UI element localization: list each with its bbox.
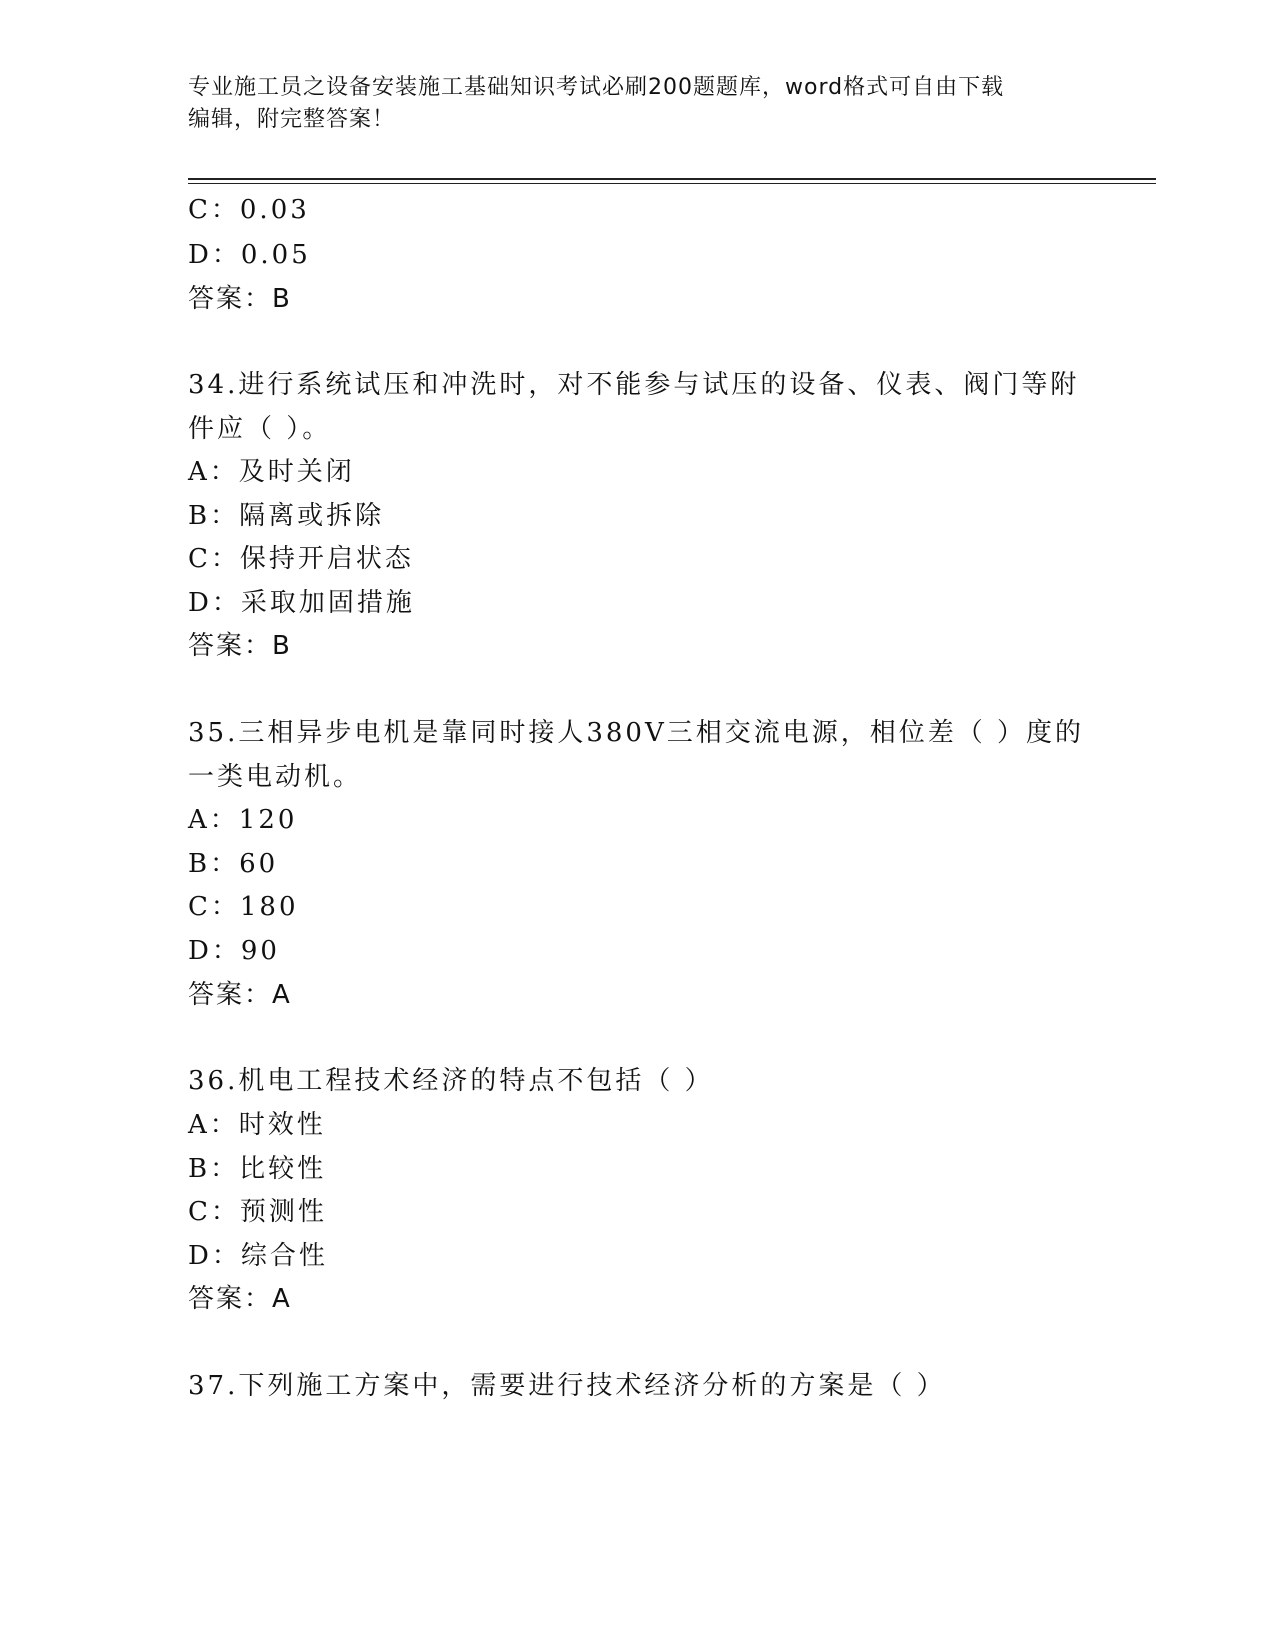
option-c: C：0.03 (188, 195, 310, 225)
question-34-option-a: A：及时关闭 (188, 457, 355, 487)
question-36-option-c: C：预测性 (188, 1197, 327, 1227)
question-36-answer: 答案：A (188, 1284, 292, 1314)
header-divider-thin (188, 183, 1156, 184)
option-d: D：0.05 (188, 240, 311, 270)
question-34-option-d: D：采取加固措施 (188, 588, 415, 618)
header-line-2: 编辑，附完整答案！ (188, 107, 396, 132)
header-divider (188, 178, 1156, 180)
question-35-line-1: 35.三相异步电机是靠同时接人380V三相交流电源，相位差（ ）度的 (188, 718, 1085, 748)
question-36-option-d: D：综合性 (188, 1241, 328, 1271)
question-34-option-b: B：隔离或拆除 (188, 501, 385, 531)
header-line-1: 专业施工员之设备安装施工基础知识考试必刷200题题库，word格式可自由下载 (188, 75, 1005, 100)
question-36-option-a: A：时效性 (188, 1110, 326, 1140)
question-35-line-2: 一类电动机。 (188, 762, 363, 792)
question-35-answer: 答案：A (188, 980, 292, 1010)
question-35-option-b: B：60 (188, 849, 279, 879)
question-37-line-1: 37.下列施工方案中，需要进行技术经济分析的方案是（ ） (188, 1371, 946, 1401)
question-36-option-b: B：比较性 (188, 1154, 327, 1184)
question-35-option-c: C：180 (188, 892, 299, 922)
question-34-option-c: C：保持开启状态 (188, 544, 414, 574)
question-35-option-d: D：90 (188, 936, 280, 966)
question-34-line-2: 件应（ ）。 (188, 414, 332, 444)
question-36-line-1: 36.机电工程技术经济的特点不包括（ ） (188, 1066, 714, 1096)
question-34-line-1: 34.进行系统试压和冲洗时，对不能参与试压的设备、仪表、阀门等附 (188, 370, 1080, 400)
document-header (188, 72, 1088, 136)
answer-label: 答案：B (188, 284, 292, 314)
question-35-option-a: A：120 (188, 805, 298, 835)
question-34-answer: 答案：B (188, 631, 292, 661)
